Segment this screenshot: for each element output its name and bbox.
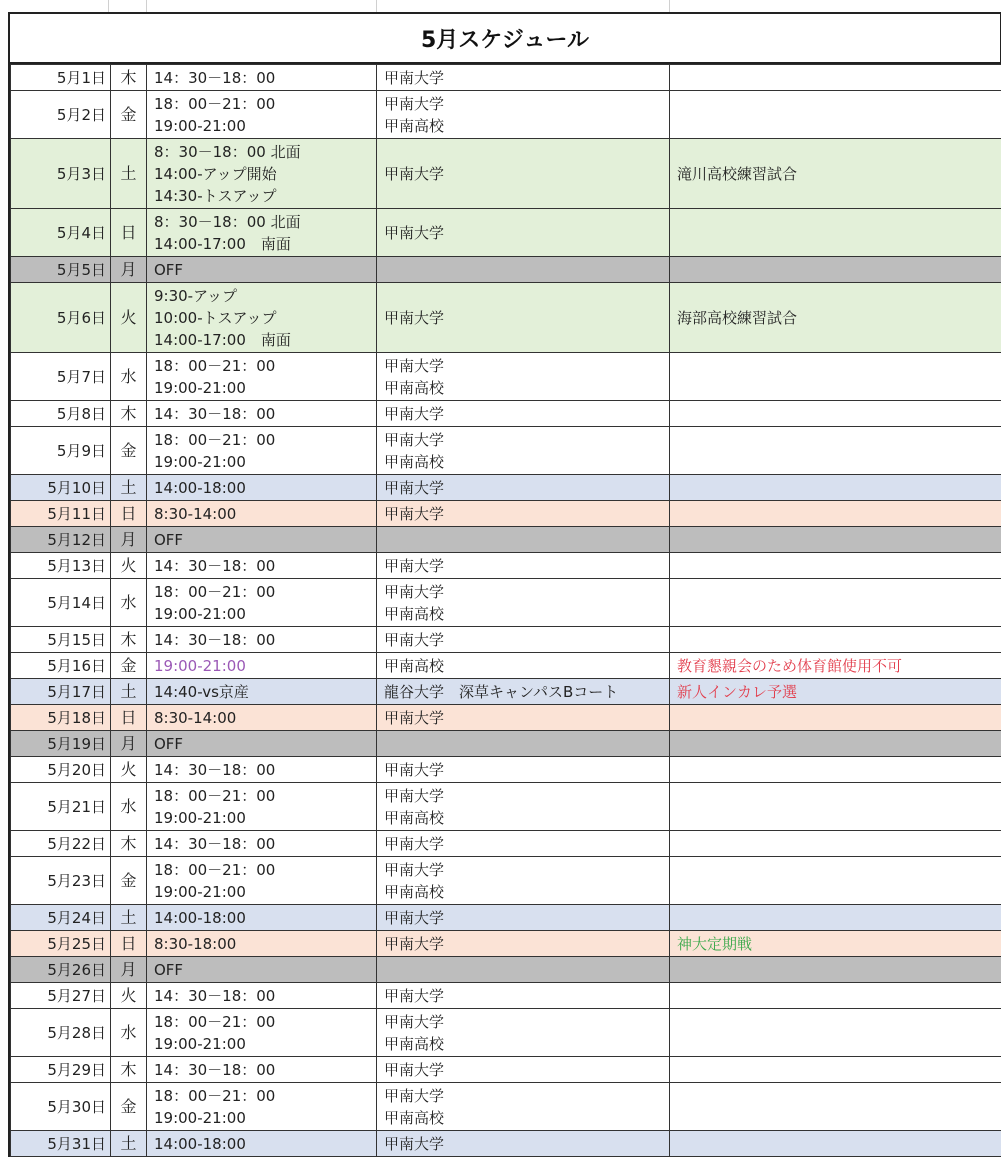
weekday-cell[interactable]: 金 [111, 653, 147, 679]
weekday-cell[interactable]: 水 [111, 579, 147, 627]
venue-cell[interactable] [377, 627, 670, 653]
note-cell[interactable] [670, 783, 1001, 831]
table-row [11, 283, 1001, 353]
note-cell[interactable]: 海部高校練習試合 [670, 283, 1001, 353]
time-cell-line: 14：30－18：00 [154, 403, 376, 425]
table-row [11, 1083, 1001, 1131]
venue-cell[interactable] [377, 139, 670, 209]
time-cell[interactable] [147, 627, 377, 653]
time-cell-line: 14：30－18：00 [154, 833, 376, 855]
note-cell[interactable] [670, 627, 1001, 653]
table-row [11, 957, 1001, 983]
date-cell[interactable]: 5月15日 [11, 627, 111, 653]
time-cell-line: 10:00-トスアップ [154, 307, 376, 329]
venue-cell-line: 甲南大学 [384, 222, 669, 244]
table-row [11, 257, 1001, 283]
venue-cell[interactable] [377, 475, 670, 501]
spreadsheet-top-gridlines [0, 0, 1001, 12]
weekday-cell[interactable]: 火 [111, 983, 147, 1009]
time-cell-line: 14:00-アップ開始 [154, 163, 376, 185]
date-cell[interactable]: 5月23日 [11, 857, 111, 905]
venue-cell[interactable] [377, 1131, 670, 1157]
time-cell-line: 18：00－21：00 [154, 1011, 376, 1033]
weekday-cell[interactable]: 日 [111, 501, 147, 527]
gridline [376, 0, 377, 12]
note-cell[interactable]: 新人インカレ予選 [670, 679, 1001, 705]
venue-cell[interactable] [377, 653, 670, 679]
time-cell[interactable] [147, 857, 377, 905]
note-cell[interactable] [670, 427, 1001, 475]
venue-cell-line: 甲南大学 [384, 1085, 669, 1107]
date-cell[interactable]: 5月27日 [11, 983, 111, 1009]
table-row [11, 1009, 1001, 1057]
date-cell[interactable]: 5月20日 [11, 757, 111, 783]
date-cell[interactable]: 5月22日 [11, 831, 111, 857]
venue-cell[interactable] [377, 679, 670, 705]
schedule-table [10, 64, 1001, 1157]
time-cell-line: OFF [154, 733, 376, 755]
time-cell-line: 18：00－21：00 [154, 93, 376, 115]
weekday-cell[interactable]: 金 [111, 91, 147, 139]
time-cell[interactable] [147, 783, 377, 831]
venue-cell-line: 甲南大学 [384, 629, 669, 651]
note-cell[interactable] [670, 705, 1001, 731]
note-cell[interactable] [670, 1083, 1001, 1131]
weekday-cell[interactable]: 火 [111, 757, 147, 783]
note-cell[interactable] [670, 475, 1001, 501]
time-cell-line: 14：30－18：00 [154, 759, 376, 781]
venue-cell-line: 甲南大学 [384, 759, 669, 781]
venue-cell-line: 甲南大学 [384, 163, 669, 185]
time-cell-line: 14：30－18：00 [154, 555, 376, 577]
weekday-cell[interactable]: 土 [111, 1131, 147, 1157]
table-row [11, 139, 1001, 209]
venue-cell-line: 甲南大学 [384, 933, 669, 955]
venue-cell[interactable] [377, 1083, 670, 1131]
time-cell[interactable] [147, 475, 377, 501]
time-cell-line: 14:00-18:00 [154, 1133, 376, 1155]
weekday-cell[interactable]: 木 [111, 1057, 147, 1083]
note-cell[interactable] [670, 209, 1001, 257]
time-cell[interactable] [147, 91, 377, 139]
venue-cell-line: 甲南高校 [384, 451, 669, 473]
venue-cell-line: 甲南高校 [384, 1107, 669, 1129]
table-row [11, 627, 1001, 653]
venue-cell-line: 甲南高校 [384, 1033, 669, 1055]
time-cell[interactable] [147, 957, 377, 983]
time-cell-line: 8：30－18：00 北面 [154, 211, 376, 233]
weekday-cell[interactable]: 月 [111, 957, 147, 983]
table-row [11, 501, 1001, 527]
venue-cell[interactable] [377, 1057, 670, 1083]
time-cell[interactable] [147, 427, 377, 475]
time-cell-line: 18：00－21：00 [154, 1085, 376, 1107]
venue-cell[interactable] [377, 209, 670, 257]
time-cell[interactable] [147, 579, 377, 627]
time-cell-line: 14:00-17:00 南面 [154, 329, 376, 351]
time-cell-line: 14:00-18:00 [154, 477, 376, 499]
note-cell[interactable] [670, 65, 1001, 91]
date-cell[interactable]: 5月25日 [11, 931, 111, 957]
time-cell[interactable] [147, 731, 377, 757]
note-cell[interactable] [670, 257, 1001, 283]
time-cell[interactable] [147, 905, 377, 931]
note-cell[interactable] [670, 857, 1001, 905]
time-cell-line: 19:00-21:00 [154, 1033, 376, 1055]
time-cell-line: 14：30－18：00 [154, 985, 376, 1007]
venue-cell[interactable] [377, 427, 670, 475]
time-cell-line: 14：30－18：00 [154, 1059, 376, 1081]
venue-cell-line: 甲南大学 [384, 581, 669, 603]
date-cell[interactable]: 5月16日 [11, 653, 111, 679]
venue-cell-line: 甲南大学 [384, 67, 669, 89]
time-cell-line: OFF [154, 529, 376, 551]
time-cell-line: 18：00－21：00 [154, 581, 376, 603]
venue-cell[interactable] [377, 579, 670, 627]
venue-cell[interactable] [377, 705, 670, 731]
table-row [11, 705, 1001, 731]
time-cell[interactable] [147, 401, 377, 427]
venue-cell[interactable] [377, 757, 670, 783]
time-cell-line: 8:30-14:00 [154, 707, 376, 729]
weekday-cell[interactable]: 木 [111, 627, 147, 653]
venue-cell[interactable] [377, 1009, 670, 1057]
time-cell-line: 8:30-18:00 [154, 933, 376, 955]
time-cell[interactable] [147, 705, 377, 731]
time-cell[interactable] [147, 257, 377, 283]
note-cell[interactable] [670, 983, 1001, 1009]
time-cell-line: 19:00-21:00 [154, 377, 376, 399]
venue-cell[interactable] [377, 501, 670, 527]
note-cell[interactable] [670, 353, 1001, 401]
note-cell[interactable] [670, 1057, 1001, 1083]
note-cell[interactable] [670, 905, 1001, 931]
weekday-cell[interactable]: 水 [111, 353, 147, 401]
venue-cell-line: 甲南高校 [384, 807, 669, 829]
note-cell[interactable] [670, 553, 1001, 579]
venue-cell[interactable] [377, 783, 670, 831]
date-cell[interactable]: 5月28日 [11, 1009, 111, 1057]
table-row [11, 579, 1001, 627]
weekday-cell[interactable]: 金 [111, 1083, 147, 1131]
note-cell[interactable] [670, 757, 1001, 783]
date-cell[interactable]: 5月17日 [11, 679, 111, 705]
table-row [11, 831, 1001, 857]
gridline [669, 0, 670, 12]
time-cell[interactable] [147, 831, 377, 857]
venue-cell[interactable] [377, 353, 670, 401]
time-cell-line: OFF [154, 259, 376, 281]
date-cell[interactable]: 5月6日 [11, 283, 111, 353]
table-row [11, 209, 1001, 257]
date-cell[interactable]: 5月8日 [11, 401, 111, 427]
table-row [11, 731, 1001, 757]
venue-cell[interactable] [377, 731, 670, 757]
weekday-cell[interactable]: 金 [111, 427, 147, 475]
date-cell[interactable]: 5月10日 [11, 475, 111, 501]
time-cell[interactable] [147, 1131, 377, 1157]
note-cell[interactable] [670, 527, 1001, 553]
venue-cell[interactable] [377, 65, 670, 91]
venue-cell-line: 甲南大学 [384, 355, 669, 377]
venue-cell[interactable] [377, 527, 670, 553]
venue-cell-line: 甲南大学 [384, 859, 669, 881]
weekday-cell[interactable]: 日 [111, 705, 147, 731]
date-cell[interactable]: 5月26日 [11, 957, 111, 983]
weekday-cell[interactable]: 金 [111, 857, 147, 905]
date-cell[interactable]: 5月19日 [11, 731, 111, 757]
time-cell[interactable] [147, 1057, 377, 1083]
date-cell[interactable]: 5月21日 [11, 783, 111, 831]
time-cell[interactable] [147, 209, 377, 257]
schedule-sheet [8, 12, 1001, 1157]
time-cell-line: 14：30－18：00 [154, 67, 376, 89]
schedule-rows [11, 65, 1001, 1157]
time-cell[interactable] [147, 283, 377, 353]
weekday-cell[interactable]: 日 [111, 209, 147, 257]
venue-cell-line: 甲南大学 [384, 555, 669, 577]
weekday-cell[interactable]: 木 [111, 65, 147, 91]
time-cell-line: 14:00-17:00 南面 [154, 233, 376, 255]
note-cell[interactable] [670, 831, 1001, 857]
venue-cell[interactable] [377, 91, 670, 139]
time-cell-line: 14:00-18:00 [154, 907, 376, 929]
table-row [11, 653, 1001, 679]
venue-cell[interactable] [377, 983, 670, 1009]
date-cell[interactable]: 5月11日 [11, 501, 111, 527]
time-cell-line: 8：30－18：00 北面 [154, 141, 376, 163]
venue-cell-line: 甲南大学 [384, 93, 669, 115]
date-cell[interactable]: 5月2日 [11, 91, 111, 139]
time-cell[interactable] [147, 353, 377, 401]
venue-cell-line: 龍谷大学 深草キャンパスBコート [384, 681, 669, 703]
date-cell[interactable]: 5月5日 [11, 257, 111, 283]
venue-cell-line: 甲南大学 [384, 833, 669, 855]
time-cell[interactable] [147, 983, 377, 1009]
venue-cell-line: 甲南大学 [384, 707, 669, 729]
date-cell[interactable]: 5月9日 [11, 427, 111, 475]
venue-cell-line: 甲南大学 [384, 403, 669, 425]
gridline [146, 0, 147, 12]
time-cell-line: 19:00-21:00 [154, 603, 376, 625]
venue-cell-line: 甲南高校 [384, 603, 669, 625]
time-cell-line: 19:00-21:00 [154, 655, 376, 677]
time-cell-line: 18：00－21：00 [154, 785, 376, 807]
table-row [11, 857, 1001, 905]
venue-cell-line: 甲南高校 [384, 115, 669, 137]
table-row [11, 679, 1001, 705]
time-cell-line: 19:00-21:00 [154, 807, 376, 829]
table-row [11, 553, 1001, 579]
venue-cell-line: 甲南大学 [384, 503, 669, 525]
time-cell-line: 9:30-アップ [154, 285, 376, 307]
weekday-cell[interactable]: 月 [111, 731, 147, 757]
venue-cell[interactable] [377, 257, 670, 283]
table-row [11, 353, 1001, 401]
weekday-cell[interactable]: 土 [111, 475, 147, 501]
venue-cell-line: 甲南高校 [384, 655, 669, 677]
table-row [11, 1131, 1001, 1157]
date-cell[interactable]: 5月18日 [11, 705, 111, 731]
time-cell-line: 14:30-トスアップ [154, 185, 376, 207]
venue-cell[interactable] [377, 283, 670, 353]
time-cell[interactable] [147, 931, 377, 957]
time-cell-line: 18：00－21：00 [154, 355, 376, 377]
venue-cell[interactable] [377, 401, 670, 427]
time-cell[interactable] [147, 757, 377, 783]
date-cell[interactable]: 5月3日 [11, 139, 111, 209]
note-cell[interactable] [670, 401, 1001, 427]
table-row [11, 65, 1001, 91]
weekday-cell[interactable]: 火 [111, 283, 147, 353]
time-cell-line: 14：30－18：00 [154, 629, 376, 651]
date-cell[interactable]: 5月13日 [11, 553, 111, 579]
note-cell[interactable] [670, 1131, 1001, 1157]
table-row [11, 427, 1001, 475]
date-cell[interactable]: 5月1日 [11, 65, 111, 91]
note-cell[interactable]: 教育懇親会のため体育館使用不可 [670, 653, 1001, 679]
date-cell[interactable]: 5月14日 [11, 579, 111, 627]
venue-cell-line: 甲南大学 [384, 477, 669, 499]
table-row [11, 783, 1001, 831]
note-cell[interactable] [670, 1009, 1001, 1057]
weekday-cell[interactable]: 水 [111, 1009, 147, 1057]
venue-cell-line: 甲南大学 [384, 785, 669, 807]
weekday-cell[interactable]: 火 [111, 553, 147, 579]
weekday-cell[interactable]: 月 [111, 527, 147, 553]
time-cell[interactable] [147, 139, 377, 209]
table-row [11, 1057, 1001, 1083]
table-row [11, 983, 1001, 1009]
time-cell-line: 18：00－21：00 [154, 429, 376, 451]
table-row [11, 905, 1001, 931]
time-cell[interactable] [147, 1083, 377, 1131]
date-cell[interactable]: 5月24日 [11, 905, 111, 931]
venue-cell-line: 甲南高校 [384, 377, 669, 399]
venue-cell[interactable] [377, 857, 670, 905]
venue-cell-line: 甲南大学 [384, 1059, 669, 1081]
venue-cell-line: 甲南大学 [384, 1133, 669, 1155]
time-cell-line: 8:30-14:00 [154, 503, 376, 525]
weekday-cell[interactable]: 土 [111, 679, 147, 705]
table-row [11, 757, 1001, 783]
table-row [11, 401, 1001, 427]
weekday-cell[interactable]: 土 [111, 905, 147, 931]
venue-cell[interactable] [377, 931, 670, 957]
note-cell[interactable] [670, 731, 1001, 757]
time-cell-line: 14:40-vs京産 [154, 681, 376, 703]
table-row [11, 527, 1001, 553]
note-cell[interactable] [670, 501, 1001, 527]
note-cell[interactable] [670, 579, 1001, 627]
time-cell[interactable] [147, 501, 377, 527]
note-cell[interactable]: 滝川高校練習試合 [670, 139, 1001, 209]
gridline [108, 0, 109, 12]
weekday-cell[interactable]: 月 [111, 257, 147, 283]
time-cell[interactable] [147, 1009, 377, 1057]
time-cell-line: 19:00-21:00 [154, 115, 376, 137]
date-cell[interactable]: 5月12日 [11, 527, 111, 553]
note-cell[interactable] [670, 91, 1001, 139]
time-cell[interactable] [147, 65, 377, 91]
venue-cell[interactable] [377, 831, 670, 857]
venue-cell-line: 甲南大学 [384, 985, 669, 1007]
venue-cell[interactable] [377, 957, 670, 983]
weekday-cell[interactable]: 木 [111, 401, 147, 427]
table-row [11, 475, 1001, 501]
note-cell[interactable]: 神大定期戦 [670, 931, 1001, 957]
venue-cell[interactable] [377, 553, 670, 579]
venue-cell-line: 甲南大学 [384, 907, 669, 929]
time-cell-line: 19:00-21:00 [154, 451, 376, 473]
time-cell[interactable] [147, 653, 377, 679]
weekday-cell[interactable]: 土 [111, 139, 147, 209]
weekday-cell[interactable]: 日 [111, 931, 147, 957]
venue-cell-line: 甲南高校 [384, 881, 669, 903]
weekday-cell[interactable]: 水 [111, 783, 147, 831]
date-cell[interactable]: 5月7日 [11, 353, 111, 401]
venue-cell-line: 甲南大学 [384, 429, 669, 451]
time-cell[interactable] [147, 679, 377, 705]
time-cell-line: 18：00－21：00 [154, 859, 376, 881]
date-cell[interactable]: 5月29日 [11, 1057, 111, 1083]
venue-cell-line: 甲南大学 [384, 1011, 669, 1033]
time-cell-line: 19:00-21:00 [154, 881, 376, 903]
weekday-cell[interactable]: 木 [111, 831, 147, 857]
time-cell[interactable] [147, 553, 377, 579]
time-cell-line: 19:00-21:00 [154, 1107, 376, 1129]
date-cell[interactable]: 5月30日 [11, 1083, 111, 1131]
time-cell[interactable] [147, 527, 377, 553]
page-title: 5月スケジュール [10, 14, 1001, 64]
note-cell[interactable] [670, 957, 1001, 983]
date-cell[interactable]: 5月31日 [11, 1131, 111, 1157]
table-row [11, 931, 1001, 957]
date-cell[interactable]: 5月4日 [11, 209, 111, 257]
table-row [11, 91, 1001, 139]
venue-cell[interactable] [377, 905, 670, 931]
time-cell-line: OFF [154, 959, 376, 981]
venue-cell-line: 甲南大学 [384, 307, 669, 329]
